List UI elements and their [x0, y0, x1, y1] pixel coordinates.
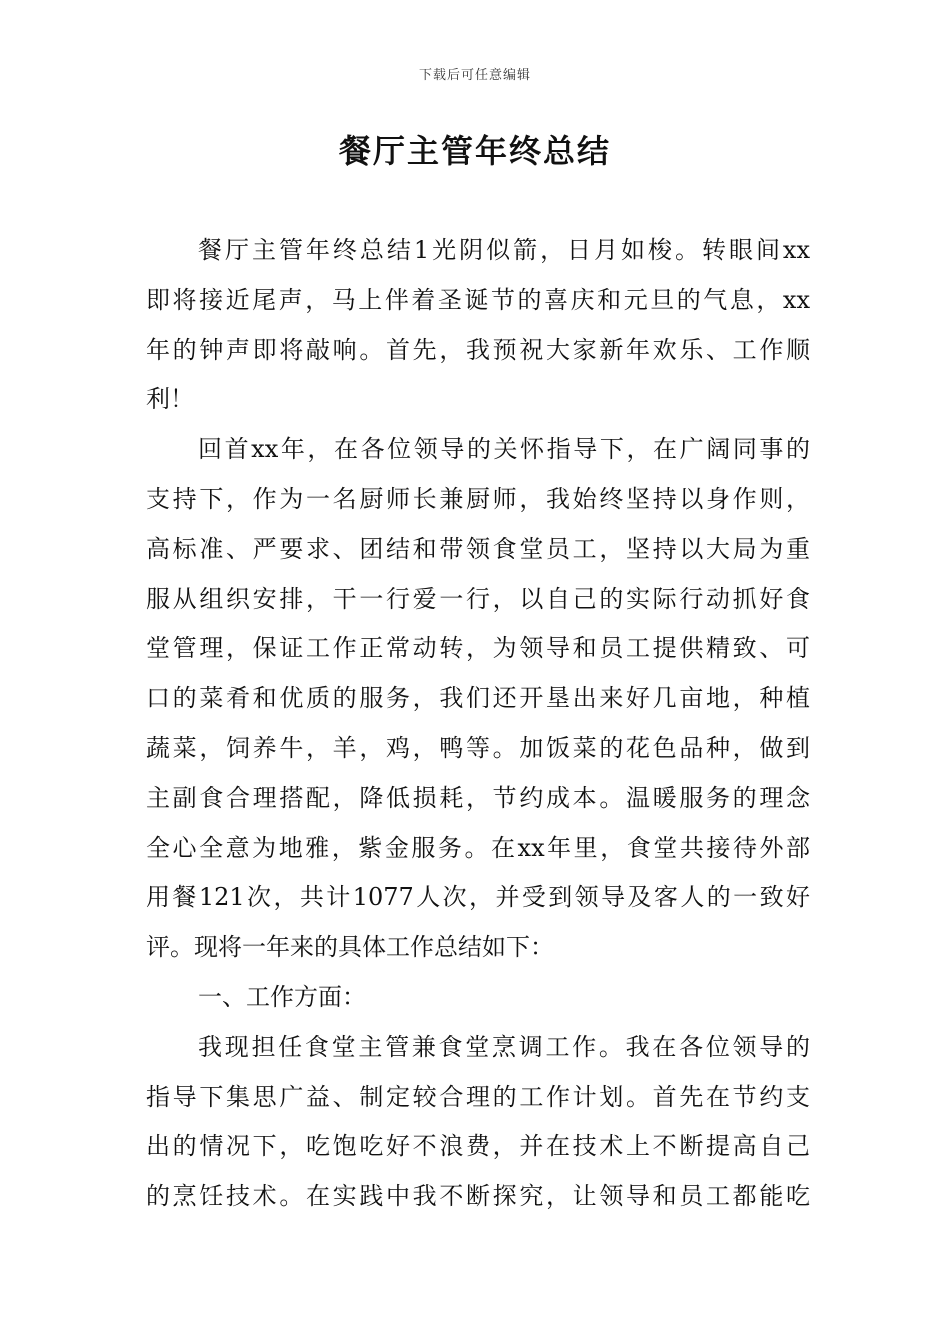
body-text-line: 全心全意为地雅，紫金服务。在xx年里，食堂共接待外部	[146, 833, 810, 862]
body-text-line: 的烹饪技术。在实践中我不断探究，让领导和员工都能吃	[146, 1182, 810, 1211]
body-text-line: 利！	[146, 385, 194, 414]
body-text-line: 回首xx年，在各位领导的关怀指导下，在广阔同事的	[198, 435, 810, 464]
body-text-line: 出的情况下，吃饱吃好不浪费，并在技术上不断提高自己	[146, 1132, 810, 1161]
body-text-line: 一、工作方面：	[198, 982, 366, 1011]
body-text-line: 口的菜肴和优质的服务，我们还开垦出来好几亩地，种植	[146, 684, 810, 713]
header-note: 下载后可任意编辑	[418, 68, 531, 83]
document-body	[146, 226, 810, 1222]
body-text-line: 我现担任食堂主管兼食堂烹调工作。我在各位领导的	[198, 1032, 810, 1061]
body-text-line: 即将接近尾声，马上伴着圣诞节的喜庆和元旦的气息，xx	[146, 285, 810, 314]
body-text-line: 主副食合理搭配，降低损耗，节约成本。温暖服务的理念	[146, 783, 810, 812]
body-text-line: 用餐121次，共计1077人次，并受到领导及客人的一致好	[146, 883, 810, 912]
body-text-line: 年的钟声即将敲响。首先，我预祝大家新年欢乐、工作顺	[146, 335, 810, 364]
body-text-line: 评。现将一年来的具体工作总结如下：	[146, 933, 554, 962]
body-text-line: 堂管理，保证工作正常动转，为领导和员工提供精致、可	[146, 634, 810, 663]
body-text-line: 服从组织安排，干一行爱一行，以自己的实际行动抓好食	[146, 584, 810, 613]
document-title: 餐厅主管年终总结	[338, 132, 611, 170]
body-text-line: 支持下，作为一名厨师长兼厨师，我始终坚持以身作则，	[146, 484, 810, 513]
body-text-line: 餐厅主管年终总结1光阴似箭，日月如梭。转眼间xx	[198, 236, 810, 264]
body-text-line: 高标准、严要求、团结和带领食堂员工，坚持以大局为重	[146, 534, 810, 563]
body-text-line: 指导下集思广益、制定较合理的工作计划。首先在节约支	[146, 1082, 810, 1111]
body-text-line: 蔬菜，饲养牛，羊，鸡，鸭等。加饭菜的花色品种，做到	[146, 733, 810, 762]
